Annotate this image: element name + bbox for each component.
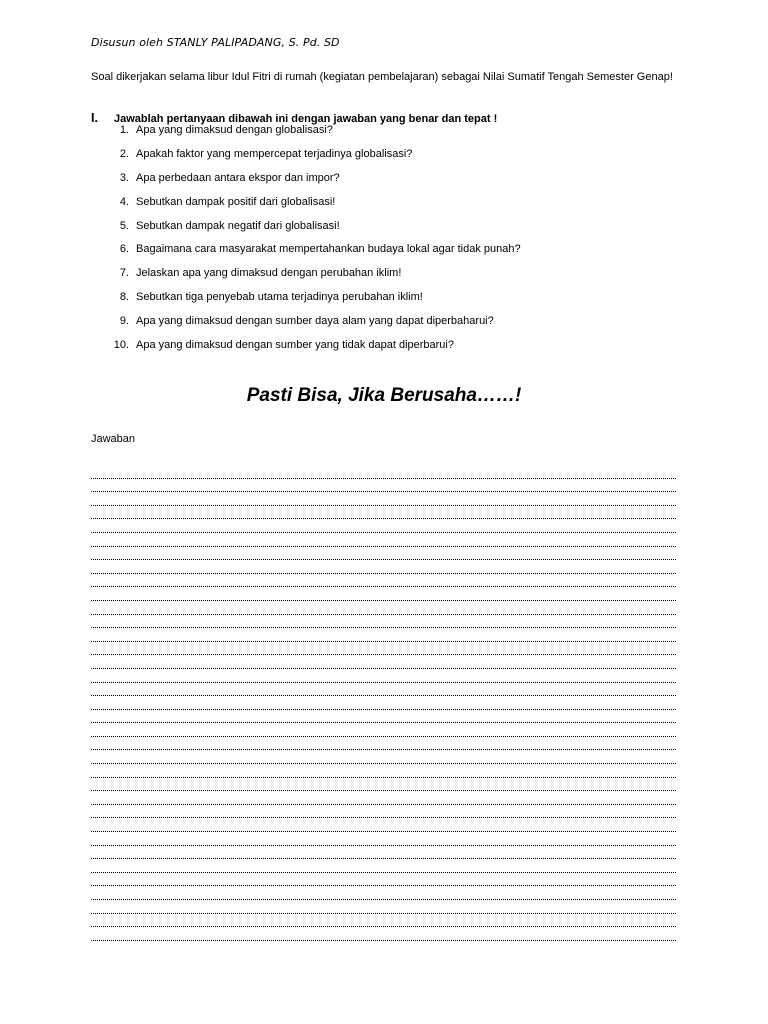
answer-line: [91, 750, 676, 764]
answer-lines: [91, 465, 676, 941]
answer-line: [91, 791, 676, 805]
answer-line: [91, 696, 676, 710]
answer-line: [91, 683, 676, 697]
question-number: 5.: [119, 219, 129, 232]
answer-line: [91, 900, 676, 914]
question-number: 4.: [119, 195, 129, 208]
answer-line: [91, 628, 676, 642]
answer-line: [91, 914, 676, 928]
answer-line: [91, 533, 676, 547]
answer-line: [91, 642, 676, 656]
question-item: [91, 339, 691, 363]
question-number: 3.: [119, 171, 129, 184]
answer-line: [91, 615, 676, 629]
question-text: Sebutkan tiga penyebab utama terjadinya perubahan iklim!: [136, 291, 423, 304]
question-text: Jelaskan apa yang dimaksud dengan perubahan iklim!: [136, 267, 402, 280]
answer-line: [91, 587, 676, 601]
answer-line: [91, 492, 676, 506]
question-text: Bagaimana cara masyarakat mempertahankan budaya lokal agar tidak punah?: [136, 243, 521, 256]
answer-line: [91, 669, 676, 683]
answer-line: [91, 873, 676, 887]
answer-line: [91, 764, 676, 778]
answer-line: [91, 655, 676, 669]
motto-heading: Pasti Bisa, Jika Berusaha……!: [246, 385, 522, 406]
question-text: Sebutkan dampak negatif dari globalisasi!: [136, 219, 340, 232]
question-text: Apa yang dimaksud dengan globalisasi?: [136, 124, 333, 136]
answer-line: [91, 805, 676, 819]
question-item: [91, 291, 691, 315]
question-text: Apa perbedaan antara ekspor dan impor?: [136, 171, 340, 184]
question-section: [91, 111, 691, 352]
question-text: Apakah faktor yang mempercepat terjadinya globalisasi?: [136, 147, 413, 160]
question-number: 6.: [119, 243, 129, 256]
answer-line: [91, 506, 676, 520]
answer-line: [91, 723, 676, 737]
answer-line: [91, 465, 676, 479]
question-number: 10.: [113, 339, 129, 352]
answer-line: [91, 710, 676, 724]
answer-label: Jawaban: [91, 433, 136, 445]
question-item: [91, 124, 691, 148]
author-credit: Disusun oleh STANLY PALIPADANG, S. Pd. SD: [91, 36, 340, 49]
answer-line: [91, 601, 676, 615]
answer-line: [91, 832, 676, 846]
question-item: [91, 267, 691, 291]
question-item: [91, 196, 691, 220]
answer-line: [91, 927, 676, 941]
question-text: Apa yang dimaksud dengan sumber daya alam yang dapat diperbaharui?: [136, 315, 494, 328]
question-item: [91, 172, 691, 196]
answer-line: [91, 859, 676, 873]
question-item: [91, 148, 691, 172]
answer-line: [91, 574, 676, 588]
answer-line: [91, 778, 676, 792]
question-item: [91, 243, 691, 267]
question-list: [91, 124, 691, 363]
question-number: 2.: [119, 147, 129, 160]
answer-line: [91, 846, 676, 860]
question-number: 1.: [119, 124, 129, 136]
question-number: 7.: [119, 267, 129, 280]
answer-line: [91, 479, 676, 493]
section-heading: [91, 111, 691, 124]
answer-line: [91, 886, 676, 900]
intro-instruction: Soal dikerjakan selama libur Idul Fitri di rumah (kegiatan pembelajaran) sebagai Nilai Sumatif Tengah Semester Genap!: [91, 71, 673, 83]
question-item: [91, 220, 691, 244]
answer-line: [91, 818, 676, 832]
answer-line: [91, 737, 676, 751]
section-instruction: Jawablah pertanyaan dibawah ini dengan jawaban yang benar dan tepat !: [114, 113, 498, 125]
question-number: 9.: [119, 315, 129, 328]
section-number: I.: [91, 111, 98, 125]
question-text: Apa yang dimaksud dengan sumber yang tidak dapat diperbarui?: [136, 339, 454, 352]
question-item: [91, 315, 691, 339]
question-number: 8.: [119, 291, 129, 304]
answer-line: [91, 547, 676, 561]
question-text: Sebutkan dampak positif dari globalisasi!: [136, 195, 336, 208]
answer-line: [91, 560, 676, 574]
answer-line: [91, 519, 676, 533]
